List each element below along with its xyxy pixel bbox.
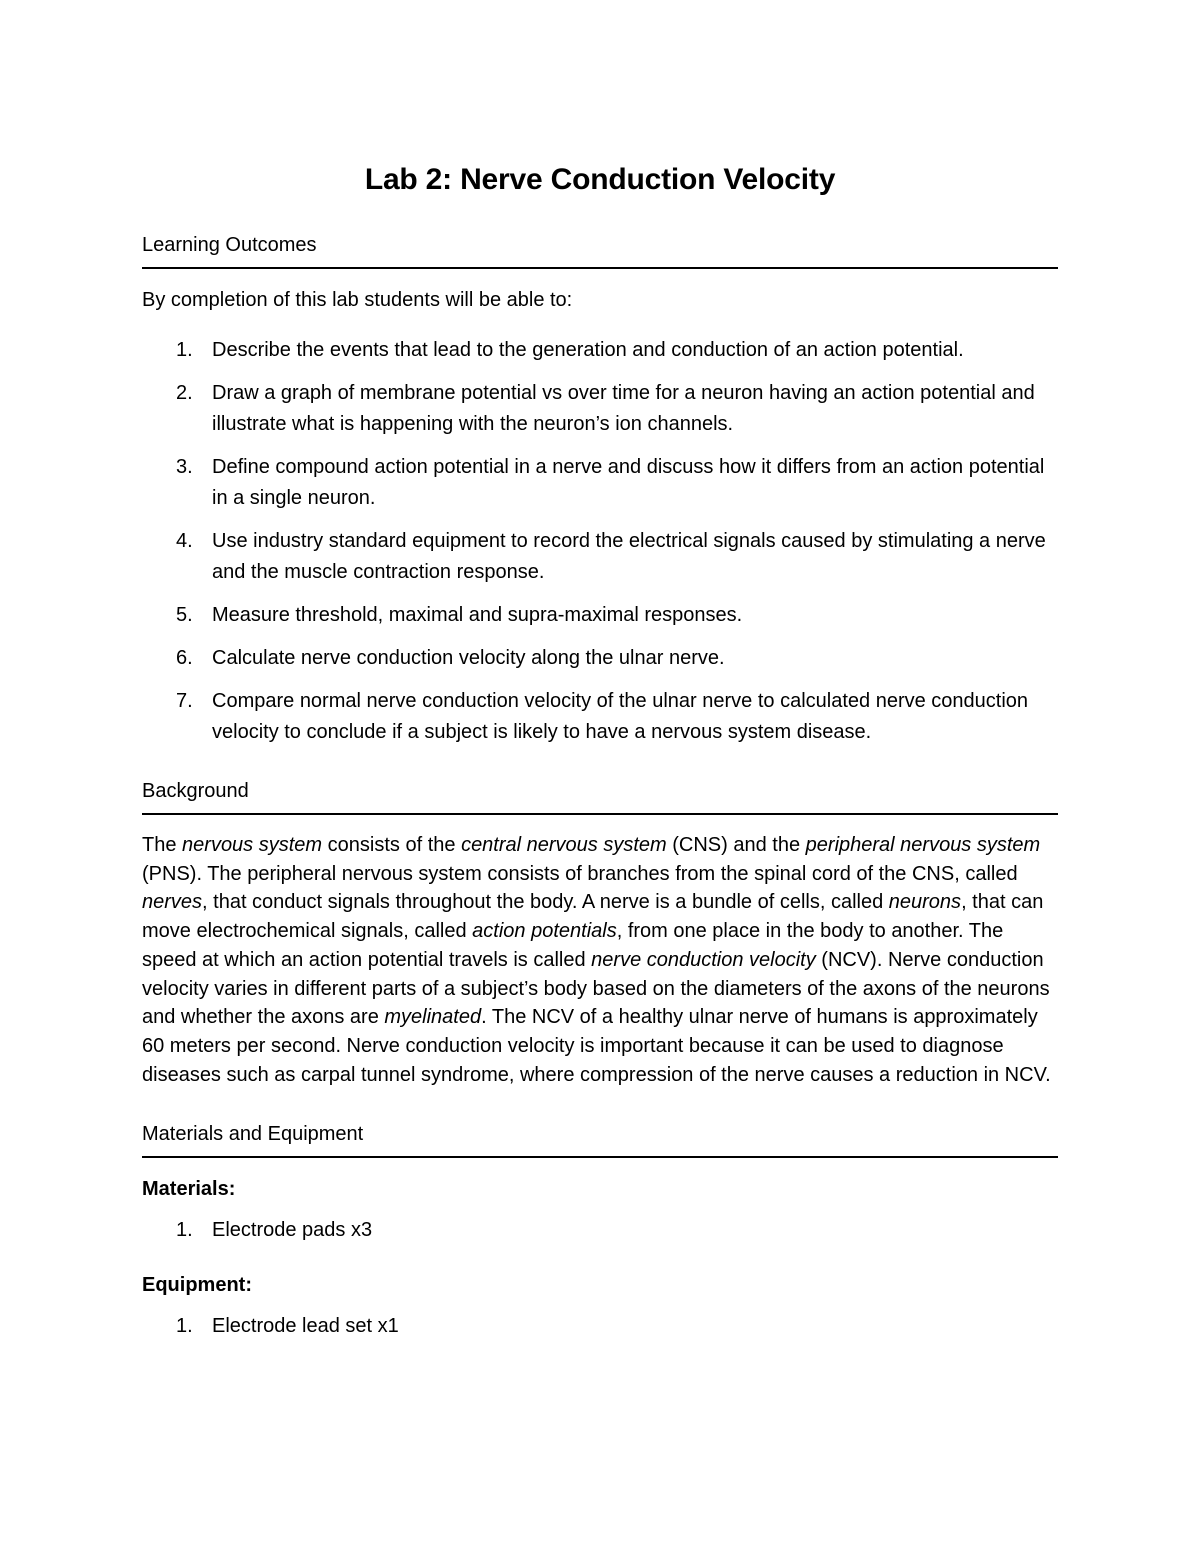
- list-item-text: Electrode lead set x1: [212, 1315, 399, 1338]
- list-item-text: Use industry standard equipment to record the electrical signals caused by stimulating a nerve and the muscle contraction response.: [212, 530, 1046, 583]
- list-item: [142, 643, 1058, 674]
- text-run: (PNS). The peripheral nervous system consists of branches from the spinal cord of the CNS, called: [142, 862, 1018, 885]
- term-nerve-conduction-velocity: nerve conduction velocity: [591, 948, 816, 971]
- term-action-potentials: action potentials: [472, 920, 617, 943]
- list-item-text: Compare normal nerve conduction velocity of the ulnar nerve to calculated nerve conduction velocity to conclude if a subject is likely to have a nervous system disease.: [212, 690, 1029, 743]
- learning-outcomes-list: [142, 335, 1058, 748]
- list-item-number: 2.: [176, 382, 193, 404]
- list-item: [142, 526, 1058, 588]
- list-item-number: 1.: [176, 339, 193, 361]
- materials-list: [142, 1216, 1058, 1244]
- materials-label: Materials:: [142, 1178, 236, 1201]
- list-item: [142, 1312, 1058, 1340]
- term-myelinated: myelinated: [384, 1006, 482, 1029]
- list-item-number: 1.: [176, 1219, 193, 1242]
- list-item: [142, 600, 1058, 631]
- list-item-number: 1.: [176, 1315, 193, 1338]
- list-item-number: 4.: [176, 530, 193, 552]
- list-item-text: Describe the events that lead to the generation and conduction of an action potential.: [212, 339, 964, 361]
- list-item: [142, 1216, 1058, 1244]
- term-neurons: neurons: [888, 891, 962, 914]
- term-central-nervous-system: central nervous system: [461, 834, 667, 856]
- term-nerves: nerves: [142, 891, 203, 914]
- document-page: [142, 150, 1058, 1340]
- list-item: [142, 335, 1058, 366]
- list-item-number: 6.: [176, 647, 193, 669]
- list-item-text: Measure threshold, maximal and supra-maximal responses.: [212, 604, 743, 626]
- section-heading-learning-outcomes: Learning Outcomes: [142, 232, 1058, 269]
- equipment-label: Equipment:: [142, 1274, 252, 1297]
- learning-outcomes-intro: By completion of this lab students will be able to:: [142, 289, 573, 311]
- page-title: Lab 2: Nerve Conduction Velocity: [364, 163, 836, 196]
- text-run: , from one place in the body to another. The speed at which an action potential travels is called: [142, 920, 1004, 971]
- text-run: , that conduct signals throughout the body. A nerve is a bundle of cells, called: [202, 891, 889, 914]
- list-item-text: Define compound action potential in a nerve and discuss how it differs from an action potential in a single neuron.: [212, 456, 1045, 509]
- list-item: [142, 378, 1058, 440]
- background-paragraph: [142, 831, 1058, 1089]
- list-item-number: 3.: [176, 456, 193, 478]
- term-peripheral-nervous-system: peripheral nervous system: [805, 834, 1041, 856]
- list-item-text: Draw a graph of membrane potential vs over time for a neuron having an action potential and illustrate what is happening with the neuron’s ion channels.: [212, 382, 1035, 435]
- text-run: . The NCV of a healthy ulnar nerve of humans is approximately 60 meters per second. Nerve conduction velocity is important because it can be used to diagnose diseases such as carpal tunnel syndrome, where compression of the nerve causes a reduction in NCV.: [142, 1006, 1051, 1086]
- text-run: The: [142, 834, 183, 856]
- list-item: [142, 452, 1058, 514]
- list-item-number: 7.: [176, 690, 193, 712]
- section-heading-materials-equipment: Materials and Equipment: [142, 1121, 1058, 1158]
- list-item-number: 5.: [176, 604, 193, 626]
- text-run: (CNS) and the: [666, 834, 806, 856]
- equipment-list: [142, 1312, 1058, 1340]
- text-run: (NCV). Nerve conduction velocity varies in different parts of a subject’s body based on the diameters of the axons of the neurons and whether the axons are: [142, 948, 1050, 1029]
- list-item-text: Electrode pads x3: [212, 1219, 373, 1242]
- list-item: [142, 686, 1058, 748]
- text-run: , that can move electrochemical signals, called: [142, 891, 1044, 943]
- text-run: consists of the: [322, 834, 462, 856]
- section-heading-background: Background: [142, 778, 1058, 815]
- list-item-text: Calculate nerve conduction velocity along the ulnar nerve.: [212, 647, 725, 669]
- term-nervous-system: nervous system: [182, 834, 323, 856]
